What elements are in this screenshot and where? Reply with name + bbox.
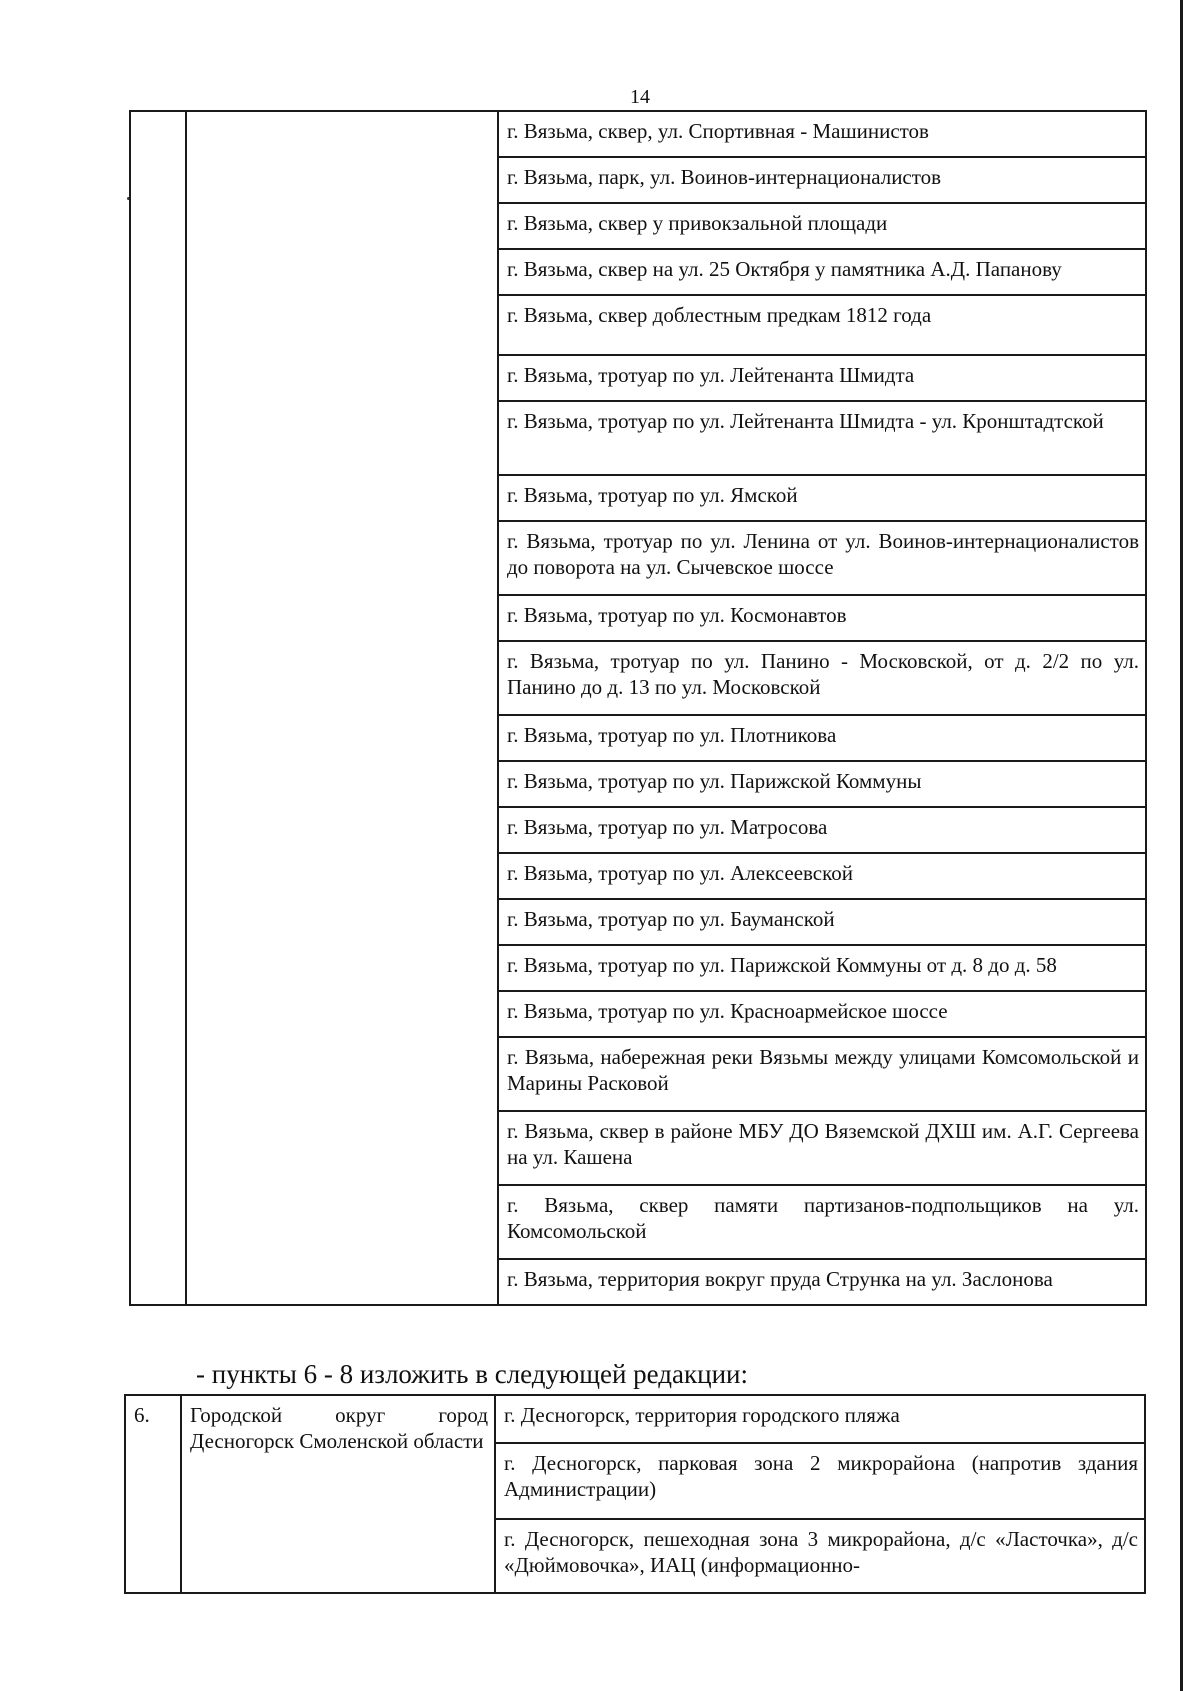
location-cell: г. Вязьма, тротуар по ул. Ямской <box>498 475 1146 521</box>
location-cell: г. Вязьма, территория вокруг пруда Струнка на ул. Заслонова <box>498 1259 1146 1305</box>
location-cell: г. Вязьма, тротуар по ул. Красноармейское шоссе <box>498 991 1146 1037</box>
location-cell: г. Вязьма, тротуар по ул. Алексеевской <box>498 853 1146 899</box>
location-cell: г. Вязьма, сквер в районе МБУ ДО Вяземской ДХШ им. А.Г. Сергеева на ул. Кашена <box>498 1111 1146 1185</box>
amendment-note: - пункты 6 - 8 изложить в следующей редакции: <box>196 1359 748 1389</box>
locations-table-new <box>124 1394 1146 1594</box>
location-cell: г. Вязьма, тротуар по ул. Лейтенанта Шмидта - ул. Кронштадтской <box>498 401 1146 475</box>
page-number: 14 <box>630 86 650 108</box>
location-cell: г. Вязьма, сквер, ул. Спортивная - Машинистов <box>498 111 1146 157</box>
location-cell: г. Вязьма, тротуар по ул. Матросова <box>498 807 1146 853</box>
district-cell-empty <box>186 111 498 1305</box>
location-cell: г. Вязьма, тротуар по ул. Парижской Коммуны от д. 8 до д. 58 <box>498 945 1146 991</box>
location-cell: г. Вязьма, тротуар по ул. Лейтенанта Шмидта <box>498 355 1146 401</box>
location-cell: г. Вязьма, тротуар по ул. Космонавтов <box>498 595 1146 641</box>
location-cell: г. Вязьма, сквер у привокзальной площади <box>498 203 1146 249</box>
location-cell: г. Вязьма, набережная реки Вязьмы между улицами Комсомольской и Марины Расковой <box>498 1037 1146 1111</box>
district-cell: Городской округ город Десногорск Смоленской области <box>181 1395 495 1593</box>
location-cell: г. Вязьма, тротуар по ул. Плотникова <box>498 715 1146 761</box>
location-cell: г. Вязьма, тротуар по ул. Бауманской <box>498 899 1146 945</box>
location-cell: г. Вязьма, сквер памяти партизанов-подпольщиков на ул. Комсомольской <box>498 1185 1146 1259</box>
location-cell: г. Вязьма, сквер доблестным предкам 1812 года <box>498 295 1146 355</box>
item-number-cell: 6. <box>125 1395 181 1593</box>
location-cell: г. Вязьма, парк, ул. Воинов-интернационалистов <box>498 157 1146 203</box>
location-cell: г. Вязьма, сквер на ул. 25 Октября у памятника А.Д. Папанову <box>498 249 1146 295</box>
number-cell-empty <box>130 111 186 1305</box>
locations-table-continued <box>129 110 1147 1306</box>
location-cell: г. Десногорск, парковая зона 2 микрорайона (напротив здания Администрации) <box>495 1443 1145 1519</box>
page-edge-line <box>1180 0 1183 1691</box>
location-cell: г. Десногорск, пешеходная зона 3 микрорайона, д/с «Ласточка», д/с «Дюймовочка», ИАЦ (информационно- <box>495 1519 1145 1593</box>
location-cell: г. Вязьма, тротуар по ул. Парижской Коммуны <box>498 761 1146 807</box>
location-cell: г. Вязьма, тротуар по ул. Панино - Московской, от д. 2/2 по ул. Панино до д. 13 по ул. Московской <box>498 641 1146 715</box>
location-cell: г. Вязьма, тротуар по ул. Ленина от ул. Воинов-интернационалистов до поворота на ул. Сычевское шоссе <box>498 521 1146 595</box>
location-cell: г. Десногорск, территория городского пляжа <box>495 1395 1145 1443</box>
